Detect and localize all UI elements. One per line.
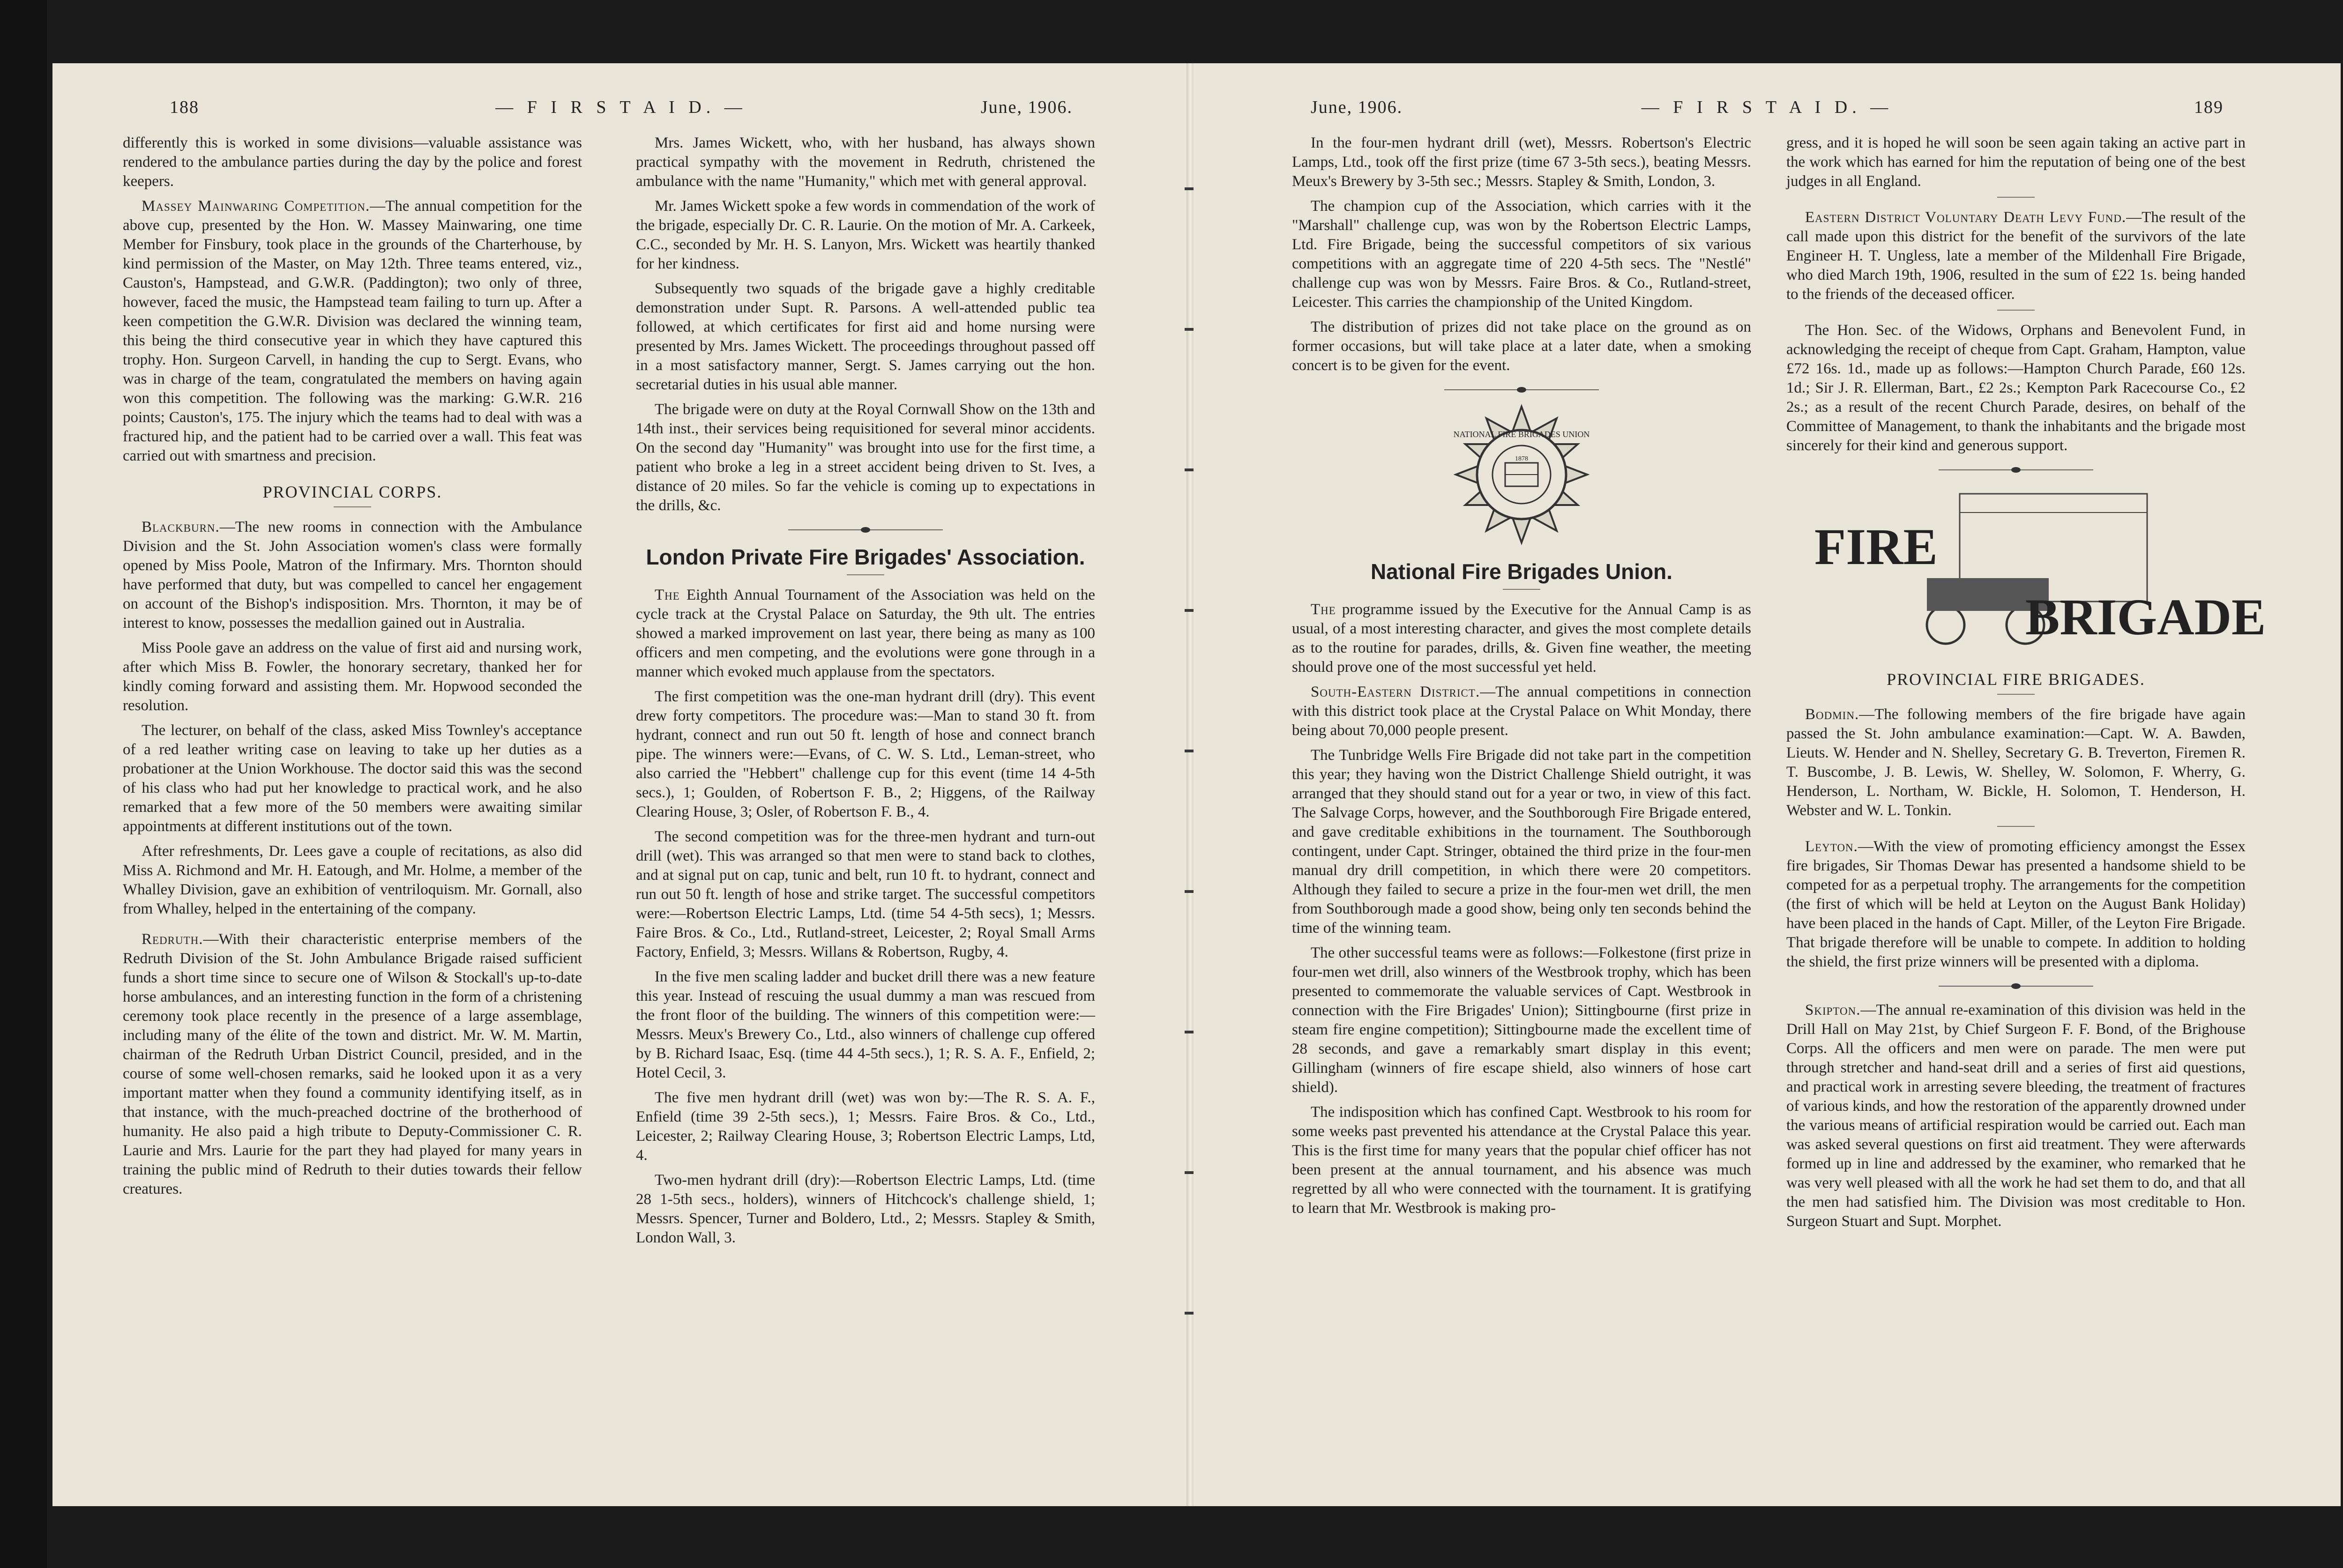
svg-text:BRIGADE: BRIGADE xyxy=(2025,588,2266,646)
paragraph: The champion cup of the Association, which carries with it the "Marshall" challenge cup, was won by the Robertson Electric Lamps, Ltd. Fire Brigade, being the successful competitors of six various competitions with an aggregate time of 220 4-5th secs. The "Nestlé" challenge cup was won by Messrs. Faire Bros. & Co., Rutland-street, Leicester. This carries the championship of the United Kingdom. xyxy=(1292,198,1751,311)
ornament-divider xyxy=(1939,469,2093,470)
divider xyxy=(1997,826,2035,827)
scan-background xyxy=(0,0,47,1568)
issue-date: June, 1906. xyxy=(1311,97,1403,117)
page-number: 188 xyxy=(170,97,199,117)
article-heading: National Fire Brigades Union. xyxy=(1370,559,1673,584)
nfbu-emblem-icon xyxy=(1451,404,1592,545)
paragraph: Mrs. James Wickett, who, with her husband, has always shown practical sympathy with the movement in Redruth, christened the ambulance with the name "Humanity," which met with general approval. xyxy=(636,134,1095,190)
left-page xyxy=(52,63,1190,1506)
paragraph: Skipton.—The annual re-examination of this division was held in the Drill Hall on May 21st, by Chief Surgeon F. F. Bond, of the Brighouse Corps. All the officers and men were on parade. The men were put through stretcher and hand-seat drill and a series of first aid questions, and practical work in arresting severe bleeding, the treatment of fractures of various kinds, and how the restoration of the apparently drowned under the various means of artificial respiration would be carried out. Each man was asked several questions on first aid treatment. They were afterwards formed up in line and addressed by the examiner, who remarked that he was very well pleased with all the work he had set them to do, and that all the men had satisfied him. The Division was most creditable to Hon. Surgeon Stuart and Supt. Morphet. xyxy=(1786,1002,2246,1230)
ornament-divider xyxy=(1444,389,1599,390)
left-page-column-1 xyxy=(123,134,582,1204)
paragraph: South-Eastern District.—The annual competitions in connection with this district took place at the Crystal Palace on Whit Monday, there being about 70,000 people present. xyxy=(1292,684,1751,739)
fire-brigade-illustration-icon xyxy=(1805,484,2266,653)
right-page xyxy=(1194,63,2341,1506)
divider xyxy=(847,574,884,575)
paragraph: The Tunbridge Wells Fire Brigade did not take part in the competition this year; they having won the District Challenge Shield outright, it was arranged that they should stand out for a year or two, in view of this fact. The Salvage Corps, however, and the Southborough Fire Brigade entered, and gave creditable exhibitions in the tournament. The Southborough contingent, under Capt. Stringer, obtained the third prize in the four-men manual dry drill competition, in which there were 20 competitors. Although they failed to secure a prize in the four-men wet drill, the men from Southborough made a good show, being only ten seconds behind the time of the winning team. xyxy=(1292,747,1751,936)
paragraph: The Hon. Sec. of the Widows, Orphans and Benevolent Fund, in acknowledging the receipt of cheque from Capt. Graham, Hampton, value £72 16s. 1d., made up as follows:—Hampton Church Parade, £60 12s. 1d.; Sir J. R. Ellerman, Bart., £2 2s.; Kempton Park Racecourse Co., £2 2s.; as a result of the recent Church Parade, desires, on behalf of the Committee of Management, to thank the inhabitants and the brigade most sincerely for their kind and generous support. xyxy=(1786,322,2246,454)
ornament-divider xyxy=(788,529,943,530)
running-title: — F I R S T A I D. — xyxy=(1641,97,1893,117)
paragraph: Massey Mainwaring Competition.—The annual competition for the above cup, presented by the Hon. W. Massey Mainwaring, one time Member for Finsbury, took place in the grounds of the Charterhouse, by kind permission of the Master, on May 12th. Three teams entered, viz., Causton's, Hampstead, and G.W.R. (Paddington); two only of three, however, faced the music, the Hampstead team failing to turn up. After a keen competition the G.W.R. Division was declared the winning team, this being the third consecutive year in which they have captured this trophy. Hon. Surgeon Carvell, in handing the cup to Sergt. Evans, who was in charge of the team, congratulated the members on having again won this competition. The following was the marking: G.W.R. 216 points; Causton's, 175. The injury which the teams had to deal with was a fractured hip, and the patient had to be carried over a wall. This feat was carried out with smartness and precision. xyxy=(123,198,582,464)
ornament-divider xyxy=(1939,986,2093,987)
page-number: 189 xyxy=(2194,97,2224,117)
paragraph: Eastern District Voluntary Death Levy Fund.—The result of the call made upon this district for the benefit of the survivors of the late Engineer H. T. Ungless, late a member of the Mildenhall Fire Brigade, who died March 19th, 1906, resulted in the sum of £22 1s. being handed to the friends of the deceased officer. xyxy=(1786,209,2246,303)
section-heading: PROVINCIAL CORPS. xyxy=(262,483,442,501)
paragraph: The programme issued by the Executive for the Annual Camp is as usual, of a most interesting character, and gives the most complete details as to the routine for parades, drills, &. Given fine weather, the meeting should prove one of the most successful yet held. xyxy=(1292,601,1751,676)
paragraph: The first competition was the one-man hydrant drill (dry). This event drew forty competitors. The procedure was:—Man to stand 30 ft. from hydrant, connect and run out 50 ft. length of hose and connect branch pipe. The winners were:—Evans, of C. W. S. Ltd., Leman-street, who also carried the "Hebbert" challenge cup for this event (time 14 4-5th secs.), 1; Goulden, of Robertson F. B., 2; Higgens, of the Railway Clearing House, 3; Osler, of Robertson F. B., 4. xyxy=(636,688,1095,820)
divider xyxy=(1503,589,1540,590)
paragraph: The five men hydrant drill (wet) was won by:—The R. S. A. F., Enfield (time 39 2-5th secs.), 1; Messrs. Faire Bros. & Co., Ltd., Leicester, 2; Railway Clearing House, 3; Robertson Electric Lamps, Ltd, 4. xyxy=(636,1089,1095,1164)
running-title: — F I R S T A I D. — xyxy=(495,97,747,117)
left-page-header xyxy=(170,97,1073,125)
paragraph: Subsequently two squads of the brigade gave a highly creditable demonstration under Supt. R. Parsons. A well-attended public tea followed, at which certificates for first aid and home nursing were presented by Mrs. James Wickett. The proceedings throughout passed off in a most satisfactory manner, Sergt. S. James carrying out the hon. secretarial duties in his usual able manner. xyxy=(636,280,1095,393)
paragraph: Redruth.—With their characteristic enterprise members of the Redruth Division of the St. John Ambulance Brigade raised sufficient funds a short time since to secure one of Wilson & Stockall's up-to-date horse ambulances, and an interesting function in the form of a christening ceremony took place recently in the presence of a large assemblage, including many of the élite of the town and district. Mr. W. M. Martin, chairman of the Redruth Urban District Council, presided, and in the course of some well-chosen remarks, said he looked upon it as a very important matter when they found a community identifying itself, as in that instance, with the much-preached doctrine of the brotherhood of humanity. He also paid a high tribute to Deputy-Commissioner C. R. Laurie and Mrs. Laurie for the part they had played for many years in training the public mind of Redruth to their duties towards their fellow creatures. xyxy=(123,931,582,1197)
divider xyxy=(1997,310,2035,311)
paragraph: Blackburn.—The new rooms in connection with the Ambulance Division and the St. John Association women's class were formally opened by Miss Poole, Matron of the Infirmary. Mrs. Thornton should have performed that duty, but was compelled to cancel her engagement on account of the Bishop's indisposition. Mrs. Thornton, it may be of interest to know, possesses the medallion gained out in Australia. xyxy=(123,519,582,632)
article-heading: London Private Fire Brigades' Association. xyxy=(646,545,1085,569)
paragraph: Two-men hydrant drill (dry):—Robertson Electric Lamps, Ltd. (time 28 1-5th secs., holders), winners of Hitchcock's challenge shield, 1; Messrs. Spencer, Turner and Boldero, Ltd., 2; Messrs. Stapley & Smith, London Wall, 3. xyxy=(636,1172,1095,1246)
svg-text:FIRE: FIRE xyxy=(1814,518,1938,575)
svg-text:NATIONAL FIRE BRIGADES UNION: NATIONAL FIRE BRIGADES UNION xyxy=(1453,430,1590,439)
paragraph: Bodmin.—The following members of the fire brigade have again passed the St. John ambulance examination:—Capt. W. A. Bawden, Lieuts. W. Hender and N. Shelley, Secretary G. B. Treverton, Firemen R. T. Buscombe, J. B. Lewis, W. Shelley, W. Solomon, F. Wherry, G. Henderson, L. Northam, W. Bickle, H. Solomon, T. Henderson, H. Webster and W. L. Tonkin. xyxy=(1786,706,2246,819)
paragraph: After refreshments, Dr. Lees gave a couple of recitations, as also did Miss A. Richmond and Mr. H. Eatough, and Mr. Holme, a member of the Whalley Division, gave an exhibition of ventriloquism. Mr. Gornall, also from Whalley, helped in the entertaining of the company. xyxy=(123,843,582,917)
section-heading: PROVINCIAL FIRE BRIGADES. xyxy=(1887,670,2145,689)
divider xyxy=(334,506,371,507)
divider xyxy=(1997,694,2035,695)
paragraph: In the five men scaling ladder and bucket drill there was a new feature this year. Instead of rescuing the usual dummy a man was rescued from the front floor of the building. The winners of this competition were:—Messrs. Meux's Brewery Co., Ltd., also winners of challenge cup offered by B. Richard Isaac, Esq. (time 44 4-5th secs.), 1; R. S. A. F., Enfield, 2; Hotel Cecil, 3. xyxy=(636,968,1095,1081)
paragraph: The indisposition which has confined Capt. Westbrook to his room for some weeks past prevented his attendance at the Crystal Palace this year. This is the first time for many years that the popular chief officer has not been present at the annual tournament, and his absence was much regretted by all who were connected with the tournament. It is gratifying to learn that Mr. Westbrook is making pro- xyxy=(1292,1104,1751,1217)
paragraph: The second competition was for the three-men hydrant and turn-out drill (wet). This was arranged so that men were to stand back to clothes, and at signal put on cap, tunic and belt, run 10 ft. to hydrant, connect and run out 50 ft. length of hose and strike target. The successful competitors were:—Robertson Electric Lamps, Ltd. (time 54 4-5th secs), 1; Messrs. Faire Bros. & Co., Ltd., Rutland-street, Leicester, 2; Royal Small Arms Factory, Enfield, 3; Messrs. Willans & Robertson, Rugby, 4. xyxy=(636,828,1095,960)
left-page-column-2 xyxy=(636,134,1095,1253)
paragraph: gress, and it is hoped he will soon be seen again taking an active part in the work which has earned for him the reputation of being one of the best judges in all England. xyxy=(1786,134,2246,190)
right-page-header xyxy=(1311,97,2224,125)
paragraph: Leyton.—With the view of promoting efficiency amongst the Essex fire brigades, Sir Thomas Dewar has presented a handsome shield to be competed for as a perpetual trophy. The arrangements for the competition (the first of which will be held at Leyton on the August Bank Holiday) have been placed in the hands of Capt. Miller, of the Leyton Fire Brigade. That brigade therefore will be unable to compete. In addition to holding the shield, the first prize winners will be presented with a diploma. xyxy=(1786,838,2246,970)
right-page-column-1 xyxy=(1292,134,1751,1224)
paragraph: The Eighth Annual Tournament of the Association was held on the cycle track at the Crystal Palace on Saturday, the 9th ult. The entries showed a marked improvement on last year, there being as many as 100 officers and men competing, and the evolutions were gone through in a manner which evoked much applause from the spectators. xyxy=(636,587,1095,680)
paragraph: The other successful teams were as follows:—Folkestone (first prize in four-men wet drill, also winners of the Westbrook trophy, which has been presented to commemorate the valuable services of Capt. Westbrook in connection with the Fire Brigades' Union); Sittingbourne (first prize in steam fire engine competition); Sittingbourne made the excellent time of 28 seconds, and gave a remarkably smart display in this event; Gillingham (winners of fire escape shield, also winners of hose cart shield). xyxy=(1292,944,1751,1096)
issue-date: June, 1906. xyxy=(980,97,1073,117)
paragraph: The brigade were on duty at the Royal Cornwall Show on the 13th and 14th inst., their services being requisitioned for several minor accidents. On the second day "Humanity" was brought into use for the first time, a patient who broke a leg in a street accident being driven to St. Ives, a distance of 20 miles. So far the vehicle is coming up to expectations in the drills, &c. xyxy=(636,401,1095,514)
paragraph: In the four-men hydrant drill (wet), Messrs. Robertson's Electric Lamps, Ltd., took off the first prize (time 67 3-5th secs.), beating Messrs. Meux's Brewery by 3-5th sec.; Messrs. Stapley & Smith, London, 3. xyxy=(1292,134,1751,190)
right-page-column-2 xyxy=(1786,134,2266,1237)
paragraph: The lecturer, on behalf of the class, asked Miss Townley's acceptance of a red leather writing case on leaving to take up her duties as a probationer at the Union Workhouse. The doctor said this was the second of his class who had put her knowledge to practical work, and he also remarked that a few more of the 50 members were awaiting similar appointments at different institutions out of the town. xyxy=(123,722,582,835)
paragraph: Miss Poole gave an address on the value of first aid and nursing work, after which Miss B. Fowler, the honorary secretary, thanked her for kindly coming forward and assisting them. Mr. Hopwood seconded the resolution. xyxy=(123,639,582,714)
paragraph: The distribution of prizes did not take place on the ground as on former occasions, but will take place at a later date, when a smoking concert is to be given for the event. xyxy=(1292,319,1751,374)
divider xyxy=(1997,197,2035,198)
svg-text:1878: 1878 xyxy=(1515,455,1528,462)
paragraph: Mr. James Wickett spoke a few words in commendation of the work of the brigade, especially Dr. C. R. Laurie. On the motion of Mr. A. Carkeek, C.C., seconded by Mr. H. S. Lanyon, Mrs. Wickett was heartily thanked for her kindness. xyxy=(636,198,1095,272)
paragraph: differently this is worked in some divisions—valuable assistance was rendered to the ambulance parties during the day by the police and forest keepers. xyxy=(123,134,582,190)
